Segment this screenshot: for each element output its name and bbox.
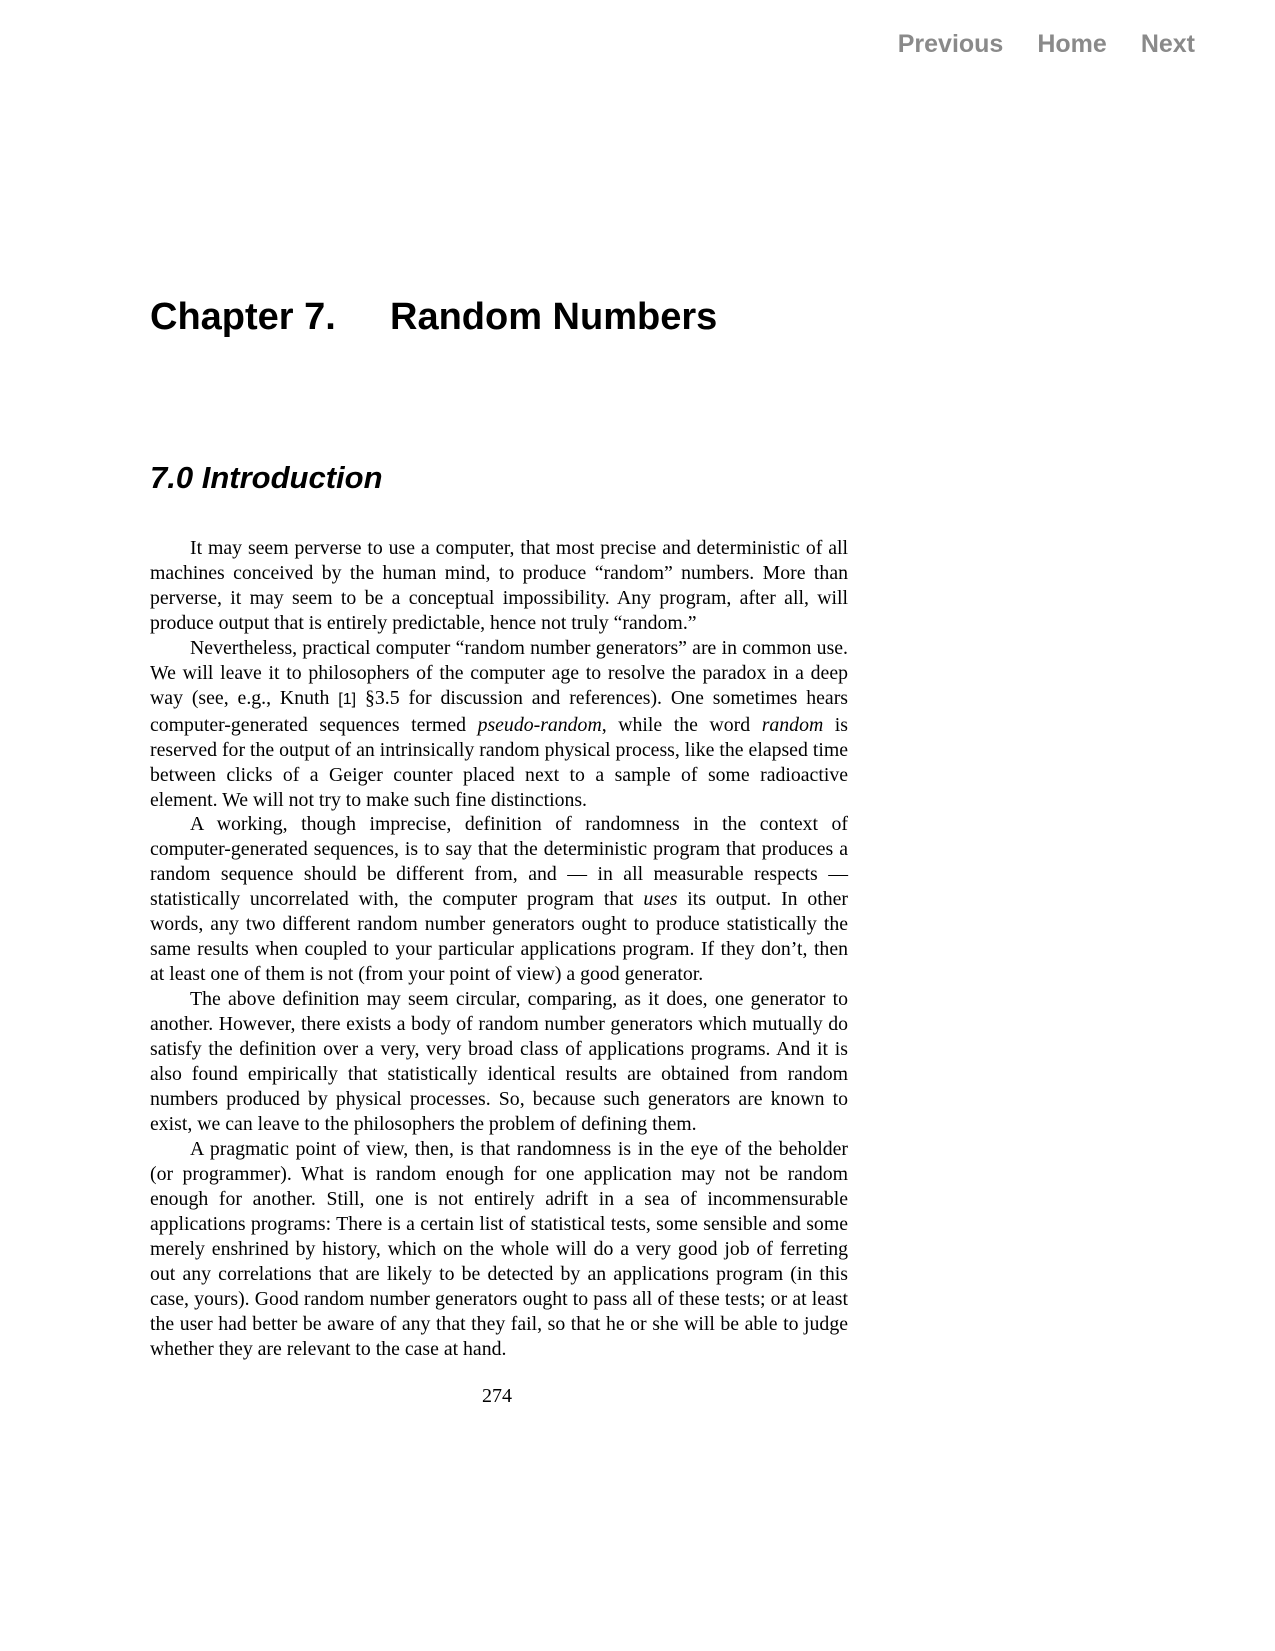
paragraph-2-text-d: is reserved for the output of an intrinsically random physical process, like the elapsed time between clicks of a Geiger counter placed next to a sample of some radioactive element. We will not try to make such fine distinctions. (150, 713, 849, 811)
previous-link[interactable]: Previous (897, 30, 1004, 58)
pseudo-random-term: pseudo-random (477, 713, 602, 736)
page-number: 274 (482, 1385, 512, 1407)
paragraph-2-text-c: , while the word (601, 713, 762, 736)
paragraph-5: A pragmatic point of view, then, is that randomness is in the eye of the beholder (or programmer). What is random enough for one application may not be random enough for another. Still, one is not entirely adrift in a sea of incommensurable applications programs: There is a certain list of statistical tests, some sensible and some merely enshrined by history, which on the whole will do a very good job of ferreting out any correlations that are likely to be detected by an applications program (in this case, yours). Good random number generators ought to pass all of these tests; or at least the user had better be aware of any that they fail, so that he or she will be able to judge whether they are relevant to the case at hand. (150, 1137, 848, 1360)
section-heading: 7.0 Introduction (150, 460, 383, 495)
citation-link[interactable]: [1] (338, 690, 357, 708)
chapter-title: Random Numbers (390, 296, 718, 338)
paragraph-1: It may seem perverse to use a computer, that most precise and deterministic of all machines conceived by the human mind, to produce “random” numbers. More than perverse, it may seem to be a conceptual impossibility. Any program, after all, will produce output that is entirely predictable, hence not truly “random.” (150, 537, 848, 634)
paragraph-3-text-b: its output. In other words, any two different random number generators ought to produce statistically the same results when coupled to your particular applications program. If they don’t, then at least one of them is not (from your point of view) a good generator. (150, 888, 849, 986)
paragraph-2-text-a: Nevertheless, practical computer “random number generators” are in common use. We will leave it to philosophers of the computer age to resolve the paradox in a deep way (see, e.g., Knuth (150, 636, 848, 709)
paragraph-3 (150, 812, 848, 987)
next-link[interactable]: Next (1140, 30, 1195, 58)
uses-term: uses (643, 888, 678, 911)
home-link[interactable]: Home (1037, 30, 1107, 58)
paragraph-3-text-a: A working, though imprecise, definition of randomness in the context of computer-generated sequences, is to say that the deterministic program that produces a random sequence should be different from, and — in all measurable respects — statistically uncorrelated with, the computer program that (150, 813, 848, 911)
paragraph-4: The above definition may seem circular, comparing, as it does, one generator to another. However, there exists a body of random number generators which mutually do satisfy the definition over a very, very broad class of applications programs. And it is also found empirically that statistically identical results are obtained from random numbers produced by physical processes. So, because such generators are known to exist, we can leave to the philosophers the problem of defining them. (150, 988, 848, 1135)
citation-knuth (338, 691, 356, 708)
top-navigation (898, 30, 1195, 59)
random-term: random (761, 713, 824, 736)
body-text (150, 536, 848, 1361)
paragraph-2-text-b: §3.5 for discussion and references). One sometimes hears computer-generated sequences termed (150, 686, 848, 736)
chapter-number: Chapter 7. (150, 296, 336, 338)
chapter-heading (150, 296, 717, 338)
paragraph-2 (150, 636, 848, 813)
